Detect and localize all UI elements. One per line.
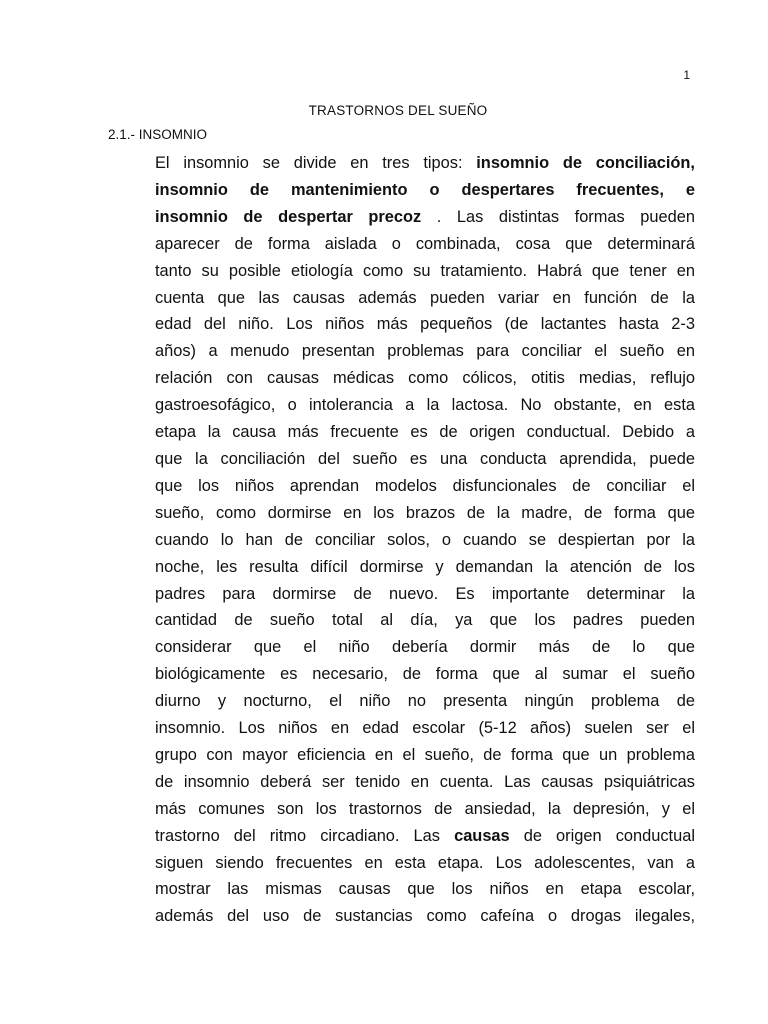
causas-bold-text: causas [454, 826, 510, 845]
insomnia-type-1: insomnio de conciliación, [476, 154, 695, 172]
paragraph-line [155, 150, 695, 177]
paragraph-line: etapa la causa más frecuente es de origen conductual. Debido a [155, 423, 695, 442]
paragraph-lines-end [155, 850, 695, 931]
paragraph-line: padres para dormirse de nuevo. Es importante determinar la [155, 584, 695, 603]
paragraph-line [155, 204, 695, 231]
paragraph-line: años) a menudo presentan problemas para conciliar el sueño en [155, 342, 695, 361]
document-title: TRASTORNOS DEL SUEÑO [308, 103, 488, 118]
paragraph-line: biológicamente es necesario, de forma que al sumar el sueño [155, 665, 695, 684]
paragraph-line: gastroesofágico, o intolerancia a la lactosa. No obstante, en esta [155, 396, 695, 415]
paragraph-line: cuando lo han de conciliar solos, o cuando se despiertan por la [155, 530, 695, 549]
paragraph-line: relación con causas médicas como cólicos, otitis medias, reflujo [155, 369, 695, 388]
paragraph-line: aparecer de forma aislada o combinada, cosa que determinará [155, 234, 695, 253]
paragraph-line: mostrar las mismas causas que los niños en etapa escolar, [155, 880, 695, 899]
paragraph-line: diurno y nocturno, el niño no presenta ningún problema de [155, 692, 695, 711]
paragraph-line [155, 823, 695, 850]
paragraph-line: insomnio. Los niños en edad escolar (5-12 años) suelen ser el [155, 719, 695, 738]
paragraph-line: además del uso de sustancias como cafeína o drogas ilegales, [155, 907, 695, 926]
paragraph-line: siguen siendo frecuentes en esta etapa. Los adolescentes, van a [155, 853, 695, 872]
body-paragraph [155, 150, 695, 930]
paragraph-line: grupo con mayor eficiencia en el sueño, de forma que un problema [155, 745, 695, 764]
insomnia-type-2: insomnio de mantenimiento o despertares frecuentes, e [155, 180, 695, 199]
paragraph-line: de insomnio deberá ser tenido en cuenta. Las causas psiquiátricas [155, 772, 695, 791]
paragraph-line: cantidad de sueño total al día, ya que los padres pueden [155, 611, 695, 630]
section-heading: 2.1.- INSOMNIO [108, 127, 208, 142]
paragraph-line: tanto su posible etiología como su tratamiento. Habrá que tener en [155, 261, 695, 280]
paragraph-line: noche, les resulta difícil dormirse y demandan la atención de los [155, 557, 695, 576]
paragraph-line: sueño, como dormirse en los brazos de la madre, de forma que [155, 503, 695, 522]
causas-post-text: de origen conductual [509, 826, 695, 845]
insomnia-type-3: insomnio de despertar precoz [155, 207, 422, 226]
after-types-text: . Las distintas formas pueden [421, 207, 695, 226]
paragraph-lines-middle [155, 231, 695, 823]
causas-pre-text: trastorno del ritmo circadiano. Las [155, 826, 455, 845]
paragraph-line [155, 177, 695, 204]
paragraph-line: cuenta que las causas además pueden variar en función de la [155, 288, 695, 307]
paragraph-line: más comunes son los trastornos de ansiedad, la depresión, y el [155, 799, 695, 818]
paragraph-line: considerar que el niño debería dormir más de lo que [155, 638, 695, 657]
page-number: 1 [683, 68, 690, 82]
paragraph-line: edad del niño. Los niños más pequeños (de lactantes hasta 2-3 [155, 315, 695, 334]
paragraph-line: que los niños aprendan modelos disfuncionales de conciliar el [155, 476, 695, 495]
paragraph-line: que la conciliación del sueño es una conducta aprendida, puede [155, 449, 695, 468]
intro-text: El insomnio se divide en tres tipos: [155, 154, 477, 172]
